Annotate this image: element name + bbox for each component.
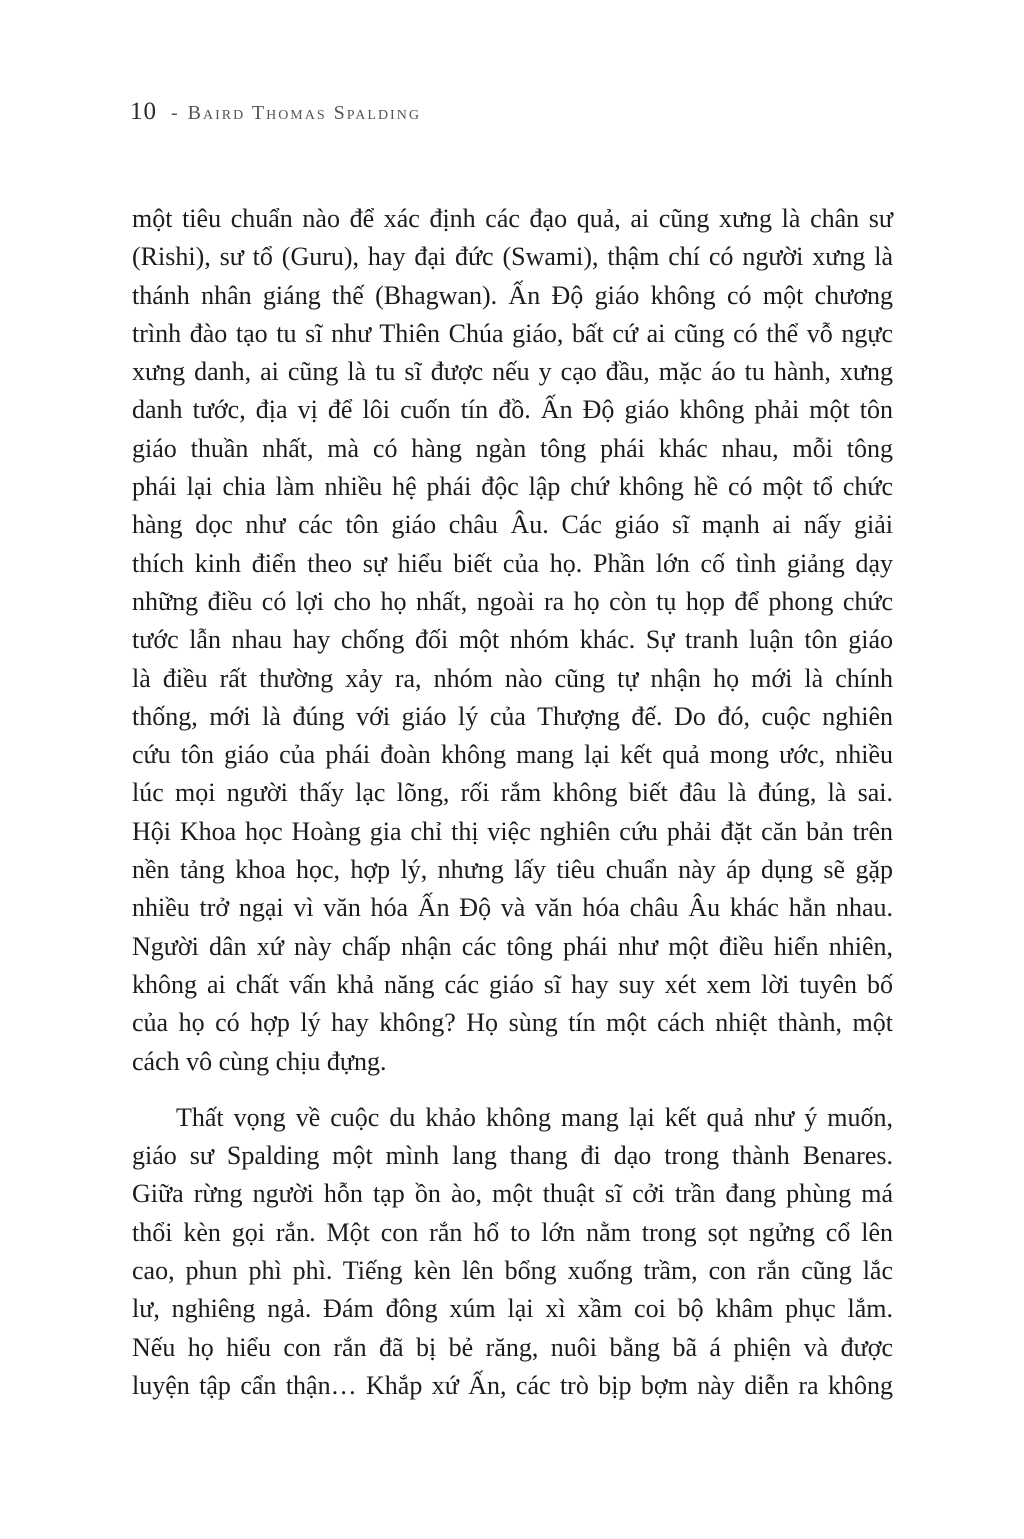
text-line: (Rishi), sư tổ (Guru), hay đại đức (Swami), thậm chí có người xưng là: [132, 242, 893, 272]
author-name: Baird Thomas Spalding: [187, 102, 421, 124]
text-line: Hội Khoa học Hoàng gia chỉ thị việc nghiên cứu phải đặt căn bản trên: [132, 816, 893, 846]
text-line: nền tảng khoa học, hợp lý, nhưng lấy tiêu chuẩn này áp dụng sẽ gặp: [132, 855, 893, 885]
text-line: thổi kèn gọi rắn. Một con rắn hổ to lớn nằm trong sọt ngửng cổ lên: [132, 1217, 893, 1247]
text-line: luyện tập cẩn thận… Khắp xứ Ấn, các trò bịp bợm này diễn ra không: [132, 1370, 893, 1400]
text-line: trình đào tạo tu sĩ như Thiên Chúa giáo, bất cứ ai cũng có thể vỗ ngực: [132, 318, 893, 348]
text-line: những điều có lợi cho họ nhất, ngoài ra họ còn tụ họp để phong chức: [132, 586, 893, 616]
text-line: Thất vọng về cuộc du khảo không mang lại kết quả như ý muốn,: [176, 1102, 893, 1132]
body-text: [132, 200, 893, 1405]
text-line: cách vô cùng chịu đựng.: [132, 1046, 387, 1076]
paragraph: [132, 200, 893, 1081]
text-line: giáo sư Spalding một mình lang thang đi dạo trong thành Benares.: [132, 1141, 893, 1171]
running-header: [130, 98, 421, 126]
text-line: Giữa rừng người hỗn tạp ồn ào, một thuật sĩ cởi trần đang phùng má: [132, 1179, 893, 1209]
paragraph: [132, 1099, 893, 1405]
text-line: của họ có hợp lý hay không? Họ sùng tín một cách nhiệt thành, một: [132, 1008, 893, 1038]
text-line: Người dân xứ này chấp nhận các tông phái như một điều hiển nhiên,: [132, 931, 893, 961]
text-line: là điều rất thường xảy ra, nhóm nào cũng tự nhận họ mới là chính: [132, 663, 893, 693]
text-line: lư, nghiêng ngả. Đám đông xúm lại xì xầm coi bộ khâm phục lắm.: [132, 1294, 893, 1324]
text-line: Nếu họ hiểu con rắn đã bị bẻ răng, nuôi bằng bã á phiện và được: [132, 1332, 893, 1362]
text-line: lúc mọi người thấy lạc lõng, rối rắm không biết đâu là đúng, là sai.: [132, 778, 893, 808]
text-line: hàng dọc như các tôn giáo châu Âu. Các giáo sĩ mạnh ai nấy giải: [132, 510, 893, 540]
text-line: thích kinh điển theo sự hiểu biết của họ. Phần lớn cố tình giảng dạy: [132, 548, 893, 578]
header-separator: -: [171, 102, 178, 124]
text-line: thống, mới là đúng với giáo lý của Thượng đế. Do đó, cuộc nghiên: [132, 701, 893, 731]
text-line: giáo thuần nhất, mà có hàng ngàn tông phái khác nhau, mỗi tông: [132, 433, 893, 463]
text-line: không ai chất vấn khả năng các giáo sĩ hay suy xét xem lời tuyên bố: [132, 969, 893, 999]
text-line: danh tước, địa vị để lôi cuốn tín đồ. Ấn Độ giáo không phải một tôn: [132, 395, 893, 425]
paragraph-gap: [132, 1081, 893, 1099]
text-line: phái lại chia làm nhiều hệ phái độc lập chứ không hề có một tổ chức: [132, 472, 893, 502]
text-line: một tiêu chuẩn nào để xác định các đạo quả, ai cũng xưng là chân sư: [132, 204, 893, 233]
text-line: cứu tôn giáo của phái đoàn không mang lại kết quả mong ước, nhiều: [132, 740, 893, 770]
text-line: xưng danh, ai cũng là tu sĩ được nếu y cạo đầu, mặc áo tu hành, xưng: [132, 357, 893, 387]
text-line: nhiều trở ngại vì văn hóa Ấn Độ và văn hóa châu Âu khác hẳn nhau.: [132, 893, 893, 923]
page-number: 10: [130, 98, 157, 125]
text-line: tước lẫn nhau hay chống đối một nhóm khác. Sự tranh luận tôn giáo: [132, 625, 893, 655]
text-line: cao, phun phì phì. Tiếng kèn lên bổng xuống trầm, con rắn cũng lắc: [132, 1256, 893, 1286]
text-line: thánh nhân giáng thế (Bhagwan). Ấn Độ giáo không có một chương: [132, 280, 893, 310]
